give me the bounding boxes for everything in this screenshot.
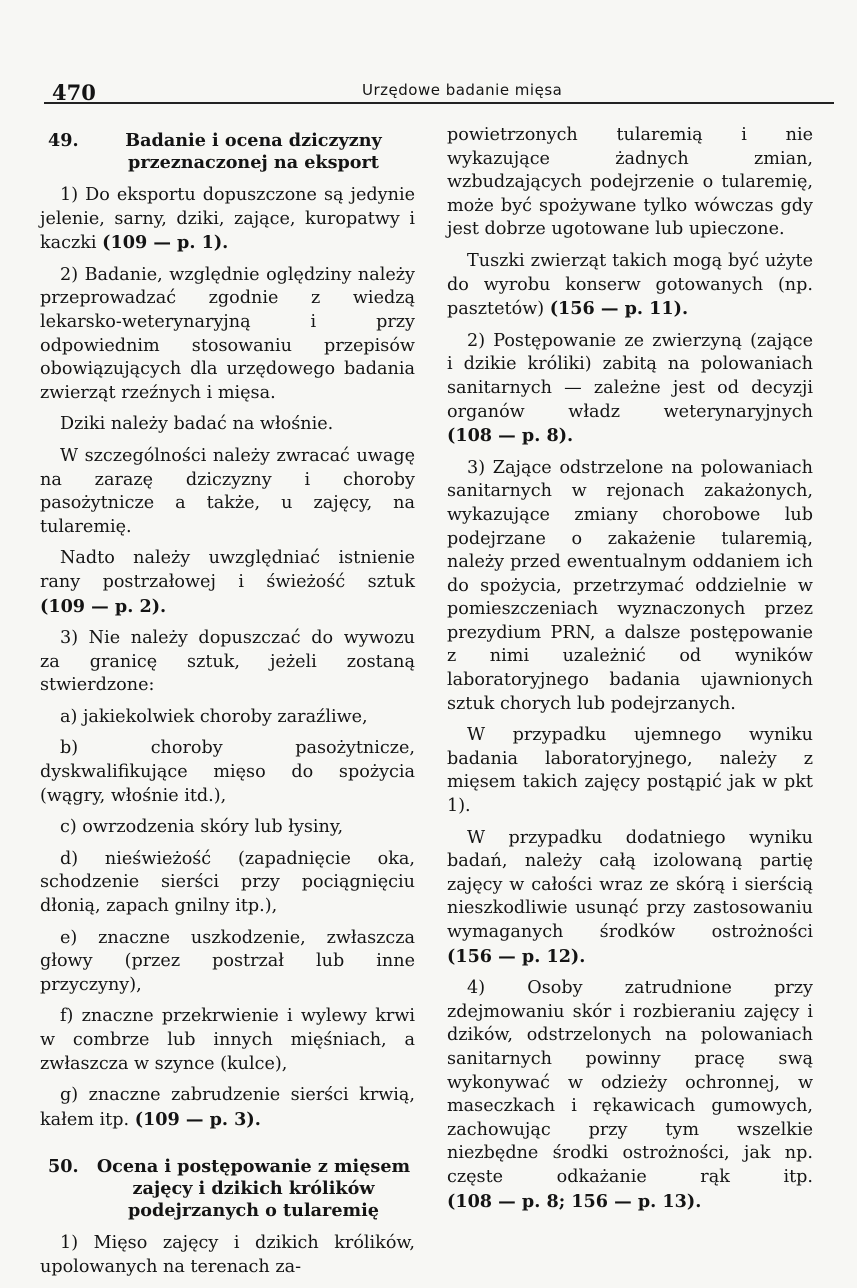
paragraph-text: 4) Osoby zatrudnione przy zdejmowaniu skór i rozbieraniu zajęcy i dzików, odstrzelonych na polowaniach sanitarnych powinny pracę swą wykonywać w odzieży ochronnej, w maseczkach i rękawicach gumowych, zachowując przy tym wszelkie niezbędne środki ostrożności, jak np. częste odkażanie rąk itp.: [447, 978, 813, 1187]
list-item: b) choroby pasożytnicze, dyskwalifikujące mięso do spożycia (wągry, włośnie itd.),: [40, 738, 415, 806]
list-item: f) znaczne przekrwienie i wylewy krwi w combrze lub innych mięśniach, a zwłaszcza w szynce (kulce),: [40, 1006, 415, 1074]
page-number: 470: [52, 80, 96, 105]
paragraph: [40, 184, 415, 256]
legal-reference: (109 — p. 2).: [40, 595, 167, 617]
list-item: a) jakiekolwiek choroby zaraźliwe,: [60, 706, 368, 727]
paragraph: 3) Nie należy dopuszczać do wywozu za granicę sztuk, jeżeli zostaną stwierdzone:: [40, 628, 415, 696]
section-title: Ocena i postępowanie z mięsem zajęcy i dzikich królików podejrzanych o tularemię: [96, 1156, 411, 1222]
list-item: c) owrzodzenia skóry lub łysiny,: [60, 817, 344, 838]
section-number: 49.: [48, 130, 79, 151]
list-item: d) nieświeżość (zapadnięcie oka, schodzenie sierści przy pociągnięciu dłonią, zapach gnilny itp.),: [40, 848, 415, 917]
legal-reference: (108 — p. 8).: [447, 425, 574, 447]
paragraph: 1) Mięso zajęcy i dzikich królików, upolowanych na terenach za-: [40, 1233, 415, 1277]
paragraph-text: 2) Postępowanie ze zwierzyną (zające i dzikie króliki) zabitą na polowaniach sanitarnych — zależne jest od decyzji organów władz weterynaryjnych: [447, 330, 813, 422]
right-column: [447, 124, 813, 1222]
paragraph-text: g) znaczne zabrudzenie sierści krwią, kałem itp.: [40, 1085, 415, 1130]
paragraph-text: 1) Do eksportu dopuszczone są jedynie jelenie, sarny, dziki, zające, kuropatwy i kaczki: [40, 185, 415, 254]
section-title: Badanie i ocena dziczyzny przeznaczonej na eksport: [125, 130, 382, 173]
paragraph: W przypadku ujemnego wyniku badania laboratoryjnego, należy z mięsem takich zajęcy postąpić jak w pkt 1).: [447, 725, 813, 817]
paragraph: W szczególności należy zwracać uwagę na zarazę dziczyzny i choroby pasożytnicze a także, u zajęcy, na tularemię.: [40, 445, 415, 537]
section-50-heading: [40, 1156, 415, 1222]
paragraph: [40, 547, 415, 619]
paragraph: [447, 250, 813, 322]
legal-reference: (156 — p. 11).: [549, 298, 689, 320]
paragraph-text: W przypadku dodatniego wyniku badań, należy całą izolowaną partię zajęcy w całości wraz ze skórą i sierścią nieszkodliwie usunąć przy zastosowaniu wymaganych środków ostrożności: [447, 827, 813, 942]
paragraph-continued: powietrzonych tularemią i nie wykazujące żadnych zmian, wzbudzających podejrzenie o tularemię, może być spożywane tylko wówczas gdy jest dobrze ugotowane lub upieczone.: [447, 125, 813, 240]
legal-reference: (109 — p. 1).: [102, 232, 229, 254]
left-column: [40, 124, 415, 1288]
paragraph: [447, 977, 813, 1214]
section-49-heading: [40, 130, 415, 174]
page-header: [44, 72, 834, 104]
paragraph-text: Nadto należy uwzględniać istnienie rany postrzałowej i świeżość sztuk: [40, 548, 415, 592]
list-item: e) znaczne uszkodzenie, zwłaszcza głowy (przez postrzał lub inne przyczyny),: [40, 927, 415, 995]
paragraph: 2) Badanie, względnie oględziny należy przeprowadzać zgodnie z wiedzą lekarsko-weterynaryjną i przy odpowiednim stosowaniu przepisów obowiązujących dla urzędowego badania zwierząt rzeźnych i mięsa.: [40, 264, 415, 403]
paragraph: [447, 827, 813, 970]
legal-reference: (109 — p. 3).: [134, 1108, 261, 1130]
paragraph: 3) Zające odstrzelone na polowaniach sanitarnych w rejonach zakażonych, wykazujące zmiany chorobowe lub podejrzane o zakażenie tularemią, należy przed ewentualnym oddaniem ich do spożycia, przetrzymać oddzielnie w pomieszczeniach wyznaczonych przez prezydium PRN, a dalsze postępowanie z nimi uzależnić od wyników laboratoryjnego badania ujawnionych sztuk chorych lub podejrzanych.: [447, 457, 813, 714]
header-rule: [44, 102, 834, 104]
paragraph-text: Tuszki zwierząt takich mogą być użyte do wyrobu konserw gotowanych (np. pasztetów): [447, 250, 813, 320]
running-title: Urzędowe badanie mięsa: [362, 81, 563, 99]
paragraph: Dziki należy badać na włośnie.: [60, 414, 334, 435]
section-number: 50.: [48, 1156, 79, 1178]
paragraph: [447, 330, 813, 449]
list-item: [40, 1084, 415, 1132]
legal-reference: (156 — p. 12).: [447, 945, 586, 967]
legal-reference: (108 — p. 8; 156 — p. 13).: [447, 1190, 702, 1212]
